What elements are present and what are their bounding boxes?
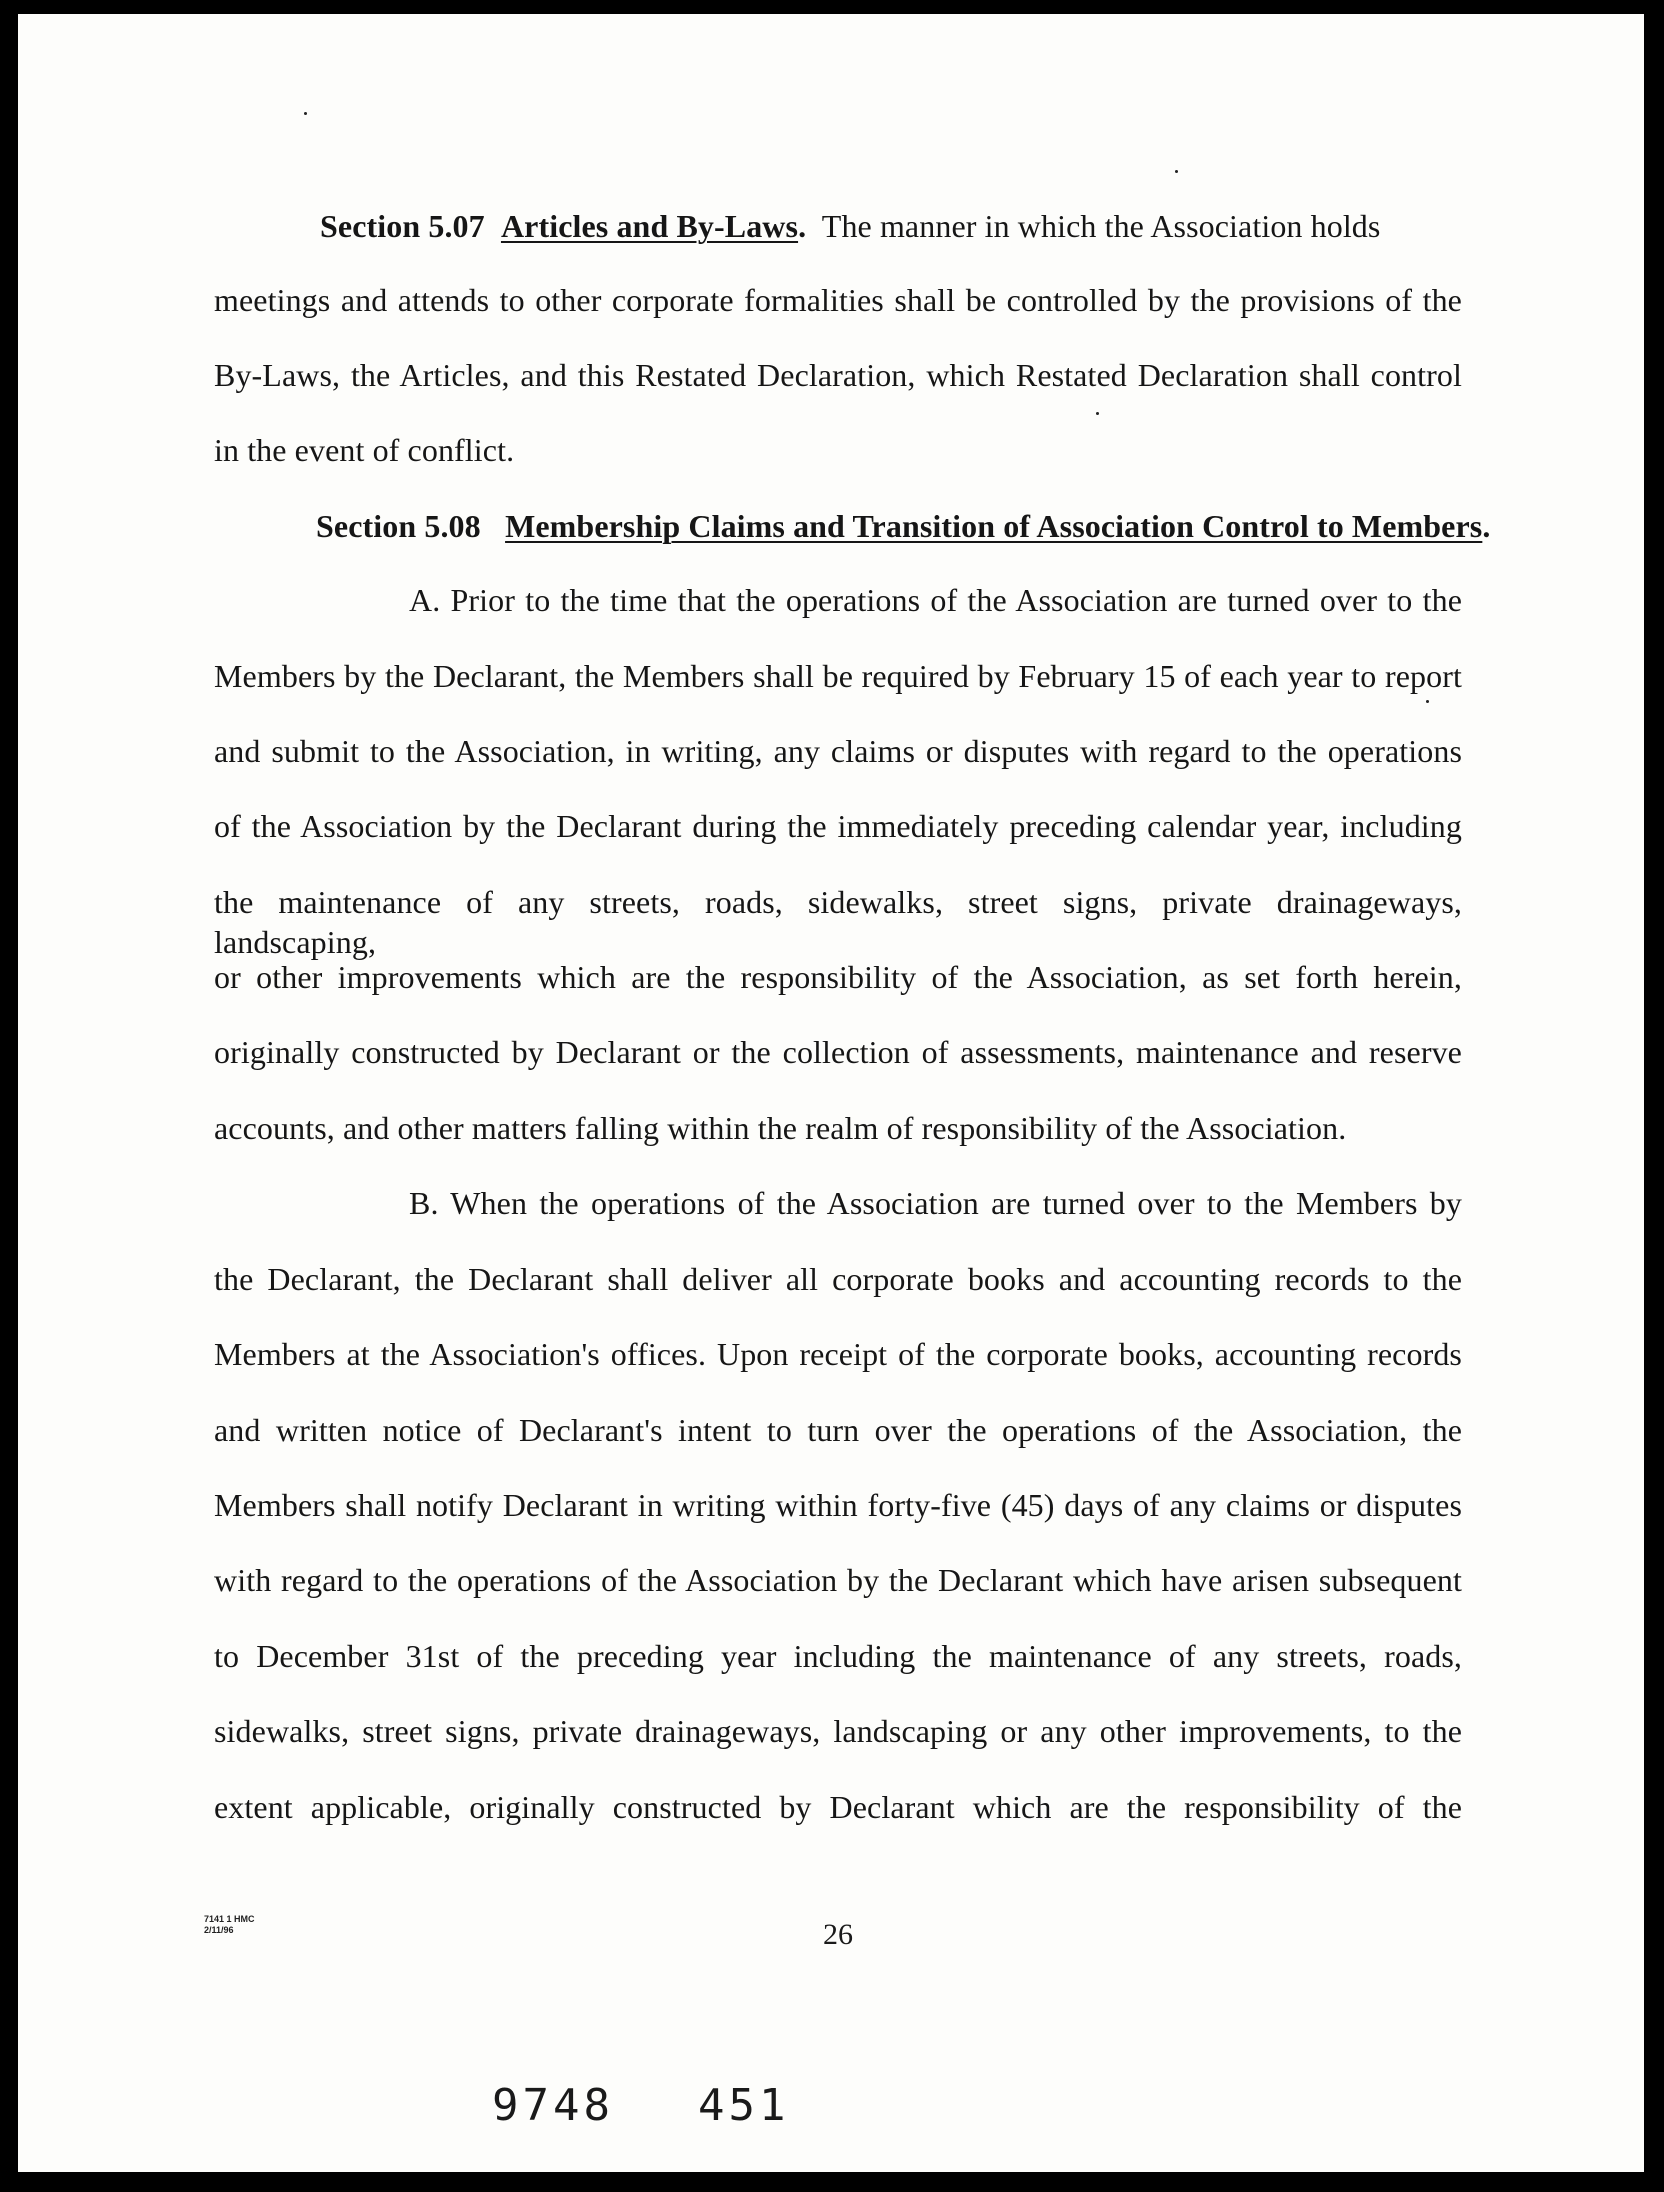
para-a-line: the maintenance of any streets, roads, sidewalks, street signs, private drainageways, landscaping, (214, 884, 1462, 960)
scan-speck (1096, 412, 1099, 415)
para-a-line: of the Association by the Declarant during the immediately preceding calendar year, including (214, 808, 1462, 844)
para-a-line: originally constructed by Declarant or the collection of assessments, maintenance and reserve (214, 1034, 1462, 1070)
para-b-line: Members at the Association's offices. Upon receipt of the corporate books, accounting records (214, 1336, 1462, 1372)
section-507-number: Section 5.07 (320, 208, 485, 244)
para-a-line: Members by the Declarant, the Members shall be required by February 15 of each year to report (214, 658, 1462, 694)
stamp-page-number: 451 (698, 2080, 790, 2131)
page-number: 26 (823, 1918, 853, 1951)
scan-speck (1426, 700, 1429, 703)
scan-speck (1175, 170, 1178, 173)
document-code-date: 2/11/96 (204, 1925, 234, 1935)
section-507-text: The manner in which the Association holds (821, 208, 1381, 244)
para-b-line: the Declarant, the Declarant shall deliver all corporate books and accounting records to the (214, 1261, 1462, 1297)
section-507-line: meetings and attends to other corporate formalities shall be controlled by the provisions of the (214, 282, 1462, 318)
para-b-line: Members shall notify Declarant in writing within forty-five (45) days of any claims or disputes (214, 1487, 1462, 1523)
para-a-line: accounts, and other matters falling within the realm of responsibility of the Association. (214, 1110, 1347, 1146)
document-page (18, 14, 1644, 2172)
para-b-line: sidewalks, street signs, private drainageways, landscaping or any other improvements, to the (214, 1713, 1462, 1749)
para-a-line: or other improvements which are the responsibility of the Association, as set forth herein, (214, 959, 1462, 995)
scan-speck (304, 112, 307, 115)
section-507-line: By-Laws, the Articles, and this Restated Declaration, which Restated Declaration shall control (214, 357, 1462, 393)
para-b-line: with regard to the operations of the Association by the Declarant which have arisen subsequent (214, 1562, 1462, 1598)
para-b-line: to December 31st of the preceding year including the maintenance of any streets, roads, (214, 1638, 1462, 1674)
stamp-book-number: 9748 (492, 2080, 614, 2131)
para-a-line: A. Prior to the time that the operations of the Association are turned over to the (409, 582, 1462, 618)
para-b-line: and written notice of Declarant's intent to turn over the operations of the Association, the (214, 1412, 1462, 1448)
section-508-title: Membership Claims and Transition of Association Control to Members (505, 508, 1483, 544)
para-a-line: and submit to the Association, in writing, any claims or disputes with regard to the operations (214, 733, 1462, 769)
section-507-line: in the event of conflict. (214, 432, 515, 468)
section-507-first-line: Section 5.07 Articles and By-Laws. The manner in which the Association holds (320, 208, 1381, 244)
para-b-line: extent applicable, originally constructed by Declarant which are the responsibility of the (214, 1789, 1462, 1825)
section-508-number: Section 5.08 (316, 508, 481, 544)
section-508-heading: Section 5.08 Membership Claims and Transition of Association Control to Members. (316, 508, 1491, 544)
section-507-title: Articles and By-Laws (500, 208, 799, 244)
document-code-line: 7141 1 HMC (204, 1914, 255, 1924)
document-code (204, 1914, 255, 1936)
para-b-line: B. When the operations of the Association are turned over to the Members by (409, 1185, 1462, 1221)
